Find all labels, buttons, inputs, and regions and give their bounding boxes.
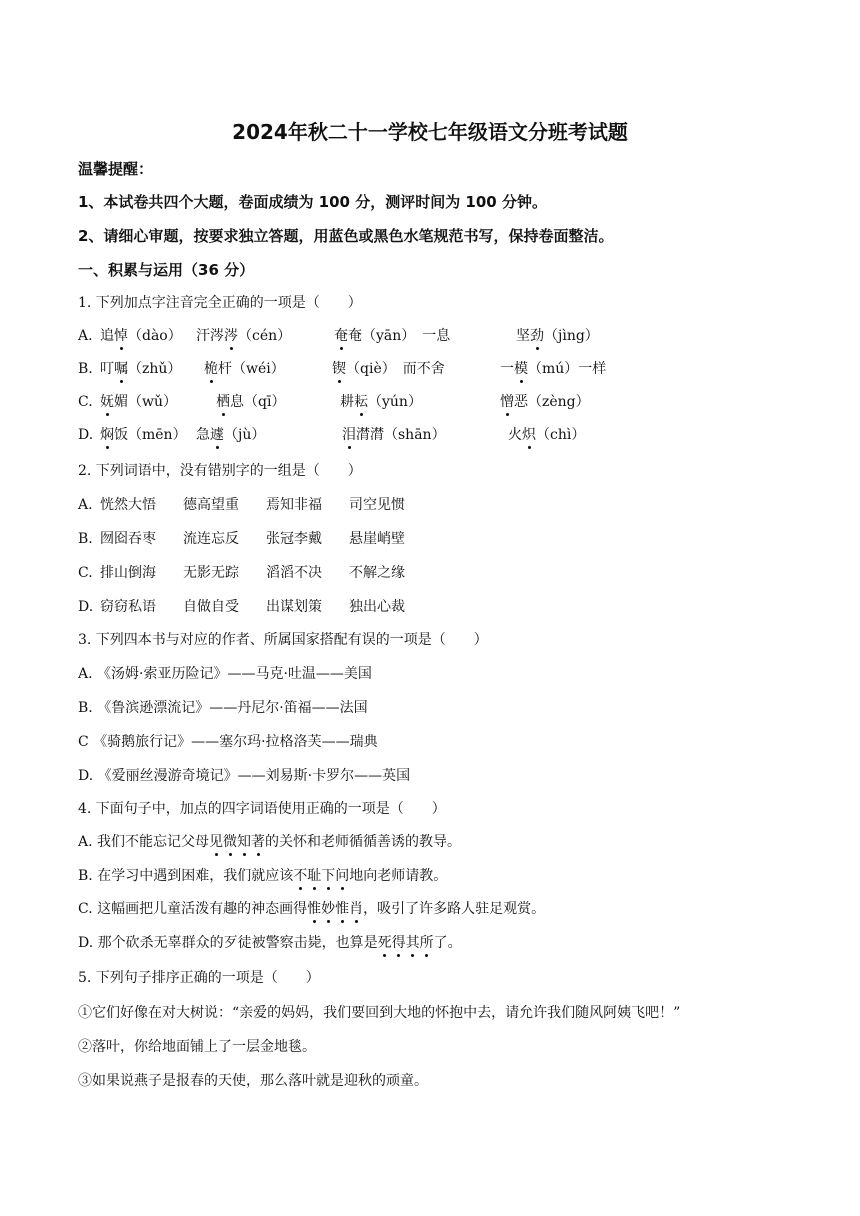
q1-option-a[interactable] [78, 327, 778, 347]
dotted-phrase: 见微知著 [209, 834, 266, 850]
option-label: D. [78, 599, 94, 615]
word: 独出心裁 [349, 599, 405, 615]
q3-option-b[interactable]: B. 《鲁滨逊漂流记》——丹尼尔·笛福——法国 [78, 700, 368, 716]
q1-a-item-1: 追悼（dào） [100, 328, 182, 344]
option-label: B. [78, 361, 93, 377]
exam-title: 2024年秋二十一学校七年级语文分班考试题 [232, 120, 628, 144]
q1-d-item-4: 火炽（chì） [508, 427, 586, 443]
q1-c-item-2: 栖息（qī） [216, 394, 286, 410]
q1-c-item-1: 妩媚（wǔ） [100, 394, 177, 410]
q2-option-d[interactable] [78, 598, 678, 618]
word: 无影无踪 [183, 565, 239, 581]
q2-option-a[interactable] [78, 496, 678, 516]
notice-line-2: 2、请细心审题，按要求独立答题，用蓝色或黑色水笔规范书写，保持卷面整洁。 [78, 227, 614, 245]
q5-sentence-3: ③如果说燕子是报春的天使，那么落叶就是迎秋的顽童。 [78, 1073, 428, 1089]
q1-a-item-3: 奄奄（yān） 一息 [334, 328, 451, 344]
word: 窃窃私语 [100, 599, 156, 615]
word: 焉知非福 [266, 497, 322, 513]
q1-option-c[interactable] [78, 393, 778, 413]
q1-c-item-4: 憎恶（zèng） [500, 394, 590, 410]
notice-heading: 温馨提醒： [78, 160, 154, 178]
q1-b-item-3: 锲（qiè） 而不舍 [332, 361, 445, 377]
option-label: C. [78, 565, 93, 581]
q1-c-item-3: 耕耘（yún） [340, 394, 422, 410]
word: 德高望重 [183, 497, 239, 513]
option-label: B. [78, 531, 93, 547]
q4-option-d[interactable]: D. 那个砍杀无辜群众的歹徒被警察击毙，也算是死得其所了。 [78, 935, 462, 951]
q2-option-c[interactable] [78, 564, 678, 584]
q5-sentence-1: ①它们好像在对大树说：“亲爱的妈妈，我们要回到大地的怀抱中去，请允许我们随风阿姨飞吧！” [78, 1005, 681, 1021]
word: 张冠李戴 [266, 531, 322, 547]
q3-stem: 3. 下列四本书与对应的作者、所属国家搭配有误的一项是（ ） [78, 632, 488, 648]
section-1-heading: 一、积累与运用（36 分） [78, 261, 255, 279]
q4-option-a[interactable]: A. 我们不能忘记父母见微知著的关怀和老师循循善诱的教导。 [78, 834, 462, 850]
word: 囫囵吞枣 [100, 531, 156, 547]
option-label: C. [78, 394, 93, 410]
q2-stem: 2. 下列词语中，没有错别字的一组是（ ） [78, 463, 362, 479]
word: 排山倒海 [100, 565, 156, 581]
q1-a-item-4: 坚劲（jìng） [516, 328, 599, 344]
option-label: A. [78, 497, 93, 513]
q1-b-item-4: 一模（mú）一样 [500, 361, 607, 377]
q3-option-d[interactable]: D. 《爱丽丝漫游奇境记》——刘易斯·卡罗尔——英国 [78, 768, 411, 784]
dotted-phrase: 不耻下问 [293, 868, 350, 884]
dotted-phrase: 死得其所 [377, 935, 434, 951]
word: 司空见惯 [349, 497, 405, 513]
q3-option-a[interactable]: A. 《汤姆·索亚历险记》——马克·吐温——美国 [78, 666, 372, 682]
q1-option-b[interactable] [78, 360, 778, 380]
q1-d-item-1: 焖饭（mēn） [100, 427, 187, 443]
q1-b-item-2: 桅杆（wéi） [204, 361, 285, 377]
q4-option-c[interactable]: C. 这幅画把儿童活泼有趣的神态画得惟妙惟肖，吸引了许多路人驻足观赏。 [78, 901, 546, 917]
q4-option-b[interactable]: B. 在学习中遇到困难，我们就应该不耻下问地向老师请教。 [78, 868, 448, 884]
word: 恍然大悟 [100, 497, 156, 513]
q2-option-b[interactable] [78, 530, 678, 550]
q5-stem: 5. 下列句子排序正确的一项是（ ） [78, 970, 320, 986]
q3-option-c[interactable]: C 《骑鹅旅行记》——塞尔玛·拉格洛芙——瑞典 [78, 734, 378, 750]
word: 不解之缘 [349, 565, 405, 581]
word: 出谋划策 [266, 599, 322, 615]
word: 悬崖峭壁 [349, 531, 405, 547]
q4-stem: 4. 下面句子中，加点的四字词语使用正确的一项是（ ） [78, 801, 446, 817]
option-label: A. [78, 328, 93, 344]
q1-option-d[interactable] [78, 426, 778, 446]
dotted-phrase: 惟妙惟肖 [307, 901, 364, 917]
word: 流连忘反 [183, 531, 239, 547]
q1-d-item-3: 泪潸潸（shān） [342, 427, 446, 443]
q1-a-item-2: 汗涔涔（cén） [196, 328, 292, 344]
word: 自做自受 [183, 599, 239, 615]
option-label: D. [78, 427, 94, 443]
q1-b-item-1: 叮嘱（zhǔ） [100, 361, 182, 377]
q5-sentence-2: ②落叶，你给地面铺上了一层金地毯。 [78, 1039, 316, 1055]
q1-d-item-2: 急遽（jù） [196, 427, 266, 443]
word: 滔滔不决 [266, 565, 322, 581]
notice-line-1: 1、本试卷共四个大题，卷面成绩为 100 分，测评时间为 100 分钟。 [78, 193, 547, 211]
q1-stem: 1. 下列加点字注音完全正确的一项是（ ） [78, 295, 362, 311]
